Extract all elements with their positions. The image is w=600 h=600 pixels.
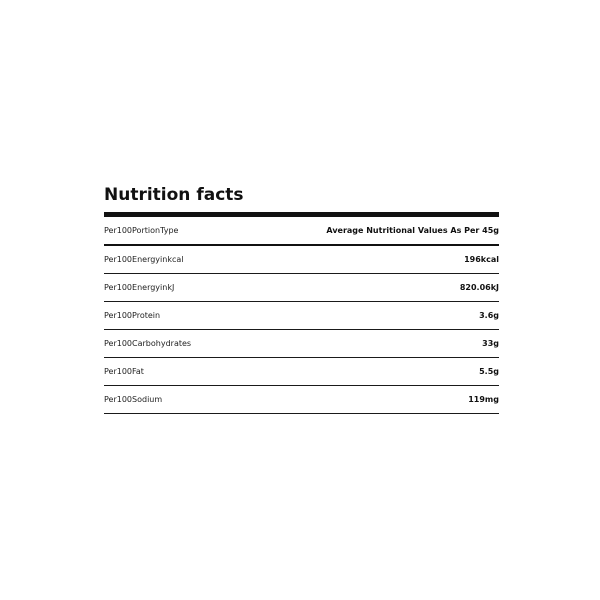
fat-value: 5.5g: [302, 358, 500, 386]
energy-kj-label: Per100EnergyinkJ: [104, 274, 302, 302]
portion-type-value: Average Nutritional Values As Per 45g: [302, 217, 500, 245]
protein-label: Per100Protein: [104, 302, 302, 330]
protein-value: 3.6g: [302, 302, 500, 330]
table-row: [104, 386, 499, 414]
nutrition-facts-panel: [104, 182, 499, 414]
table-row: [104, 302, 499, 330]
nutrition-table: [104, 217, 499, 414]
portion-type-label: Per100PortionType: [104, 217, 302, 245]
fat-label: Per100Fat: [104, 358, 302, 386]
energy-kcal-label: Per100Energyinkcal: [104, 245, 302, 274]
table-row: [104, 330, 499, 358]
sodium-label: Per100Sodium: [104, 386, 302, 414]
nutrition-facts-title: Nutrition facts: [104, 185, 244, 205]
carbohydrates-label: Per100Carbohydrates: [104, 330, 302, 358]
table-row: [104, 274, 499, 302]
sodium-value: 119mg: [302, 386, 500, 414]
energy-kj-value: 820.06kJ: [302, 274, 500, 302]
carbohydrates-value: 33g: [302, 330, 500, 358]
table-row: [104, 358, 499, 386]
table-row: [104, 245, 499, 274]
energy-kcal-value: 196kcal: [302, 245, 500, 274]
nutrition-header-row: [104, 217, 499, 245]
